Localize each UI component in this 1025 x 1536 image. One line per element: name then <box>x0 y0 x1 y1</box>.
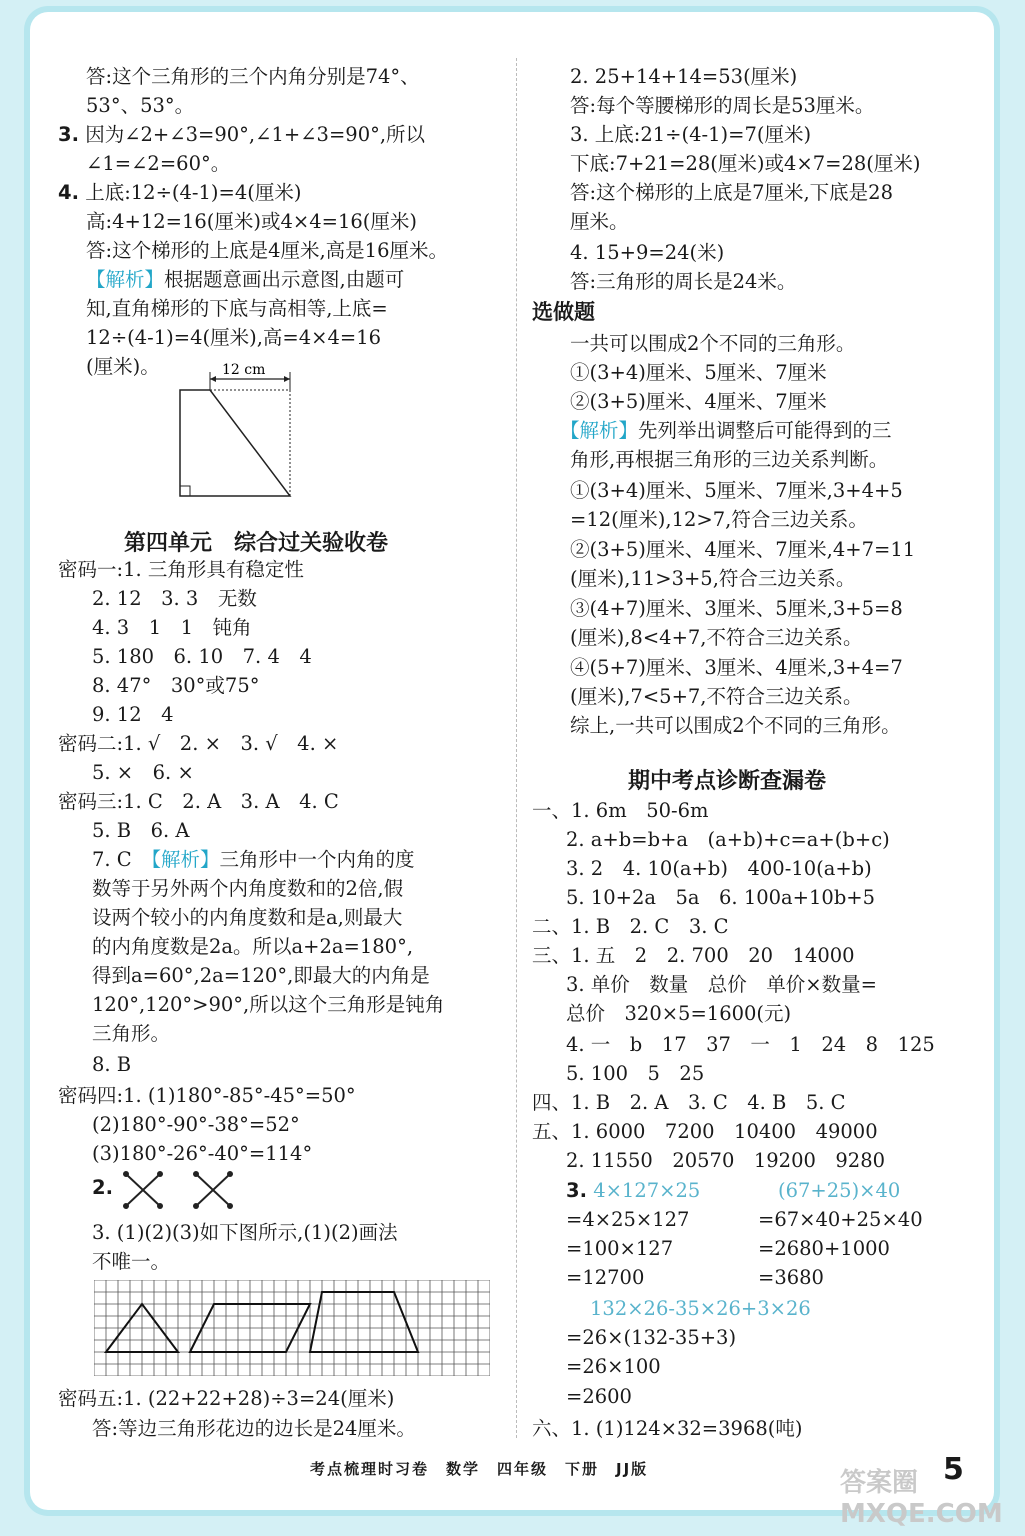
answer-line: 设两个较小的内角度数和是a,则最大 <box>92 906 403 929</box>
answer-line: 3. 2 4. 10(a+b) 400-10(a+b) <box>566 857 872 880</box>
answer-line: ②(3+5)厘米、4厘米、7厘米 <box>570 390 827 413</box>
answer-line: 3. (1)(2)(3)如下图所示,(1)(2)画法 <box>92 1221 398 1244</box>
analysis-tag: 【解析】 <box>86 268 165 291</box>
answer-line <box>58 178 302 207</box>
answer-line: 密码五:1. (22+22+28)÷3=24(厘米) <box>58 1387 395 1410</box>
answer-text: 因为∠2+∠3=90°,∠1+∠3=90°,所以 <box>85 123 426 146</box>
answer-line: 知,直角梯形的下底与高相等,上底= <box>86 297 388 320</box>
answer-line: 8. 47° 30°或75° <box>92 674 260 697</box>
answer-line: 三、1. 五 2 2. 700 20 14000 <box>532 944 855 967</box>
grid-figure <box>94 1280 490 1376</box>
answer-line: ①(3+4)厘米、5厘米、7厘米 <box>570 361 827 384</box>
item-number: 2. <box>92 1176 113 1199</box>
answer-line: 3. 单价 数量 总价 单价×数量= <box>566 973 877 996</box>
answer-line: 答:等边三角形花边的边长是24厘米。 <box>92 1417 416 1440</box>
match-dot <box>193 1171 199 1177</box>
answer-line: 一、1. 6m 50-6m <box>532 799 709 822</box>
answer-line: =12700 <box>566 1266 645 1289</box>
answer-line: =100×127 <box>566 1237 674 1260</box>
answer-line: 总价 320×5=1600(元) <box>566 1002 792 1025</box>
answer-line <box>58 120 425 149</box>
answer-line: 角形,再根据三角形的三边关系判断。 <box>570 448 889 471</box>
answer-line: 120°,120°>90°,所以这个三角形是钝角 <box>92 993 445 1016</box>
answer-line: 9. 12 4 <box>92 703 174 726</box>
answer-line: 4. 一 b 17 37 一 1 24 8 125 <box>566 1033 935 1056</box>
answer-line: 下底:7+21=28(厘米)或4×7=28(厘米) <box>570 152 921 175</box>
match-dot <box>157 1171 163 1177</box>
right-angle-mark <box>180 486 190 496</box>
drawn-trapezoid <box>310 1292 418 1352</box>
answer-line: 4. 3 1 1 钝角 <box>92 616 252 639</box>
answer-line: 三角形。 <box>92 1022 171 1045</box>
answer-line: 密码四:1. (1)180°-85°-45°=50° <box>58 1084 356 1107</box>
match-dot <box>227 1171 233 1177</box>
answer-line: 的内角度数是2a。所以a+2a=180°, <box>92 935 414 958</box>
answer-line: ∠1=∠2=60°。 <box>86 152 231 175</box>
answer-line: ②(3+5)厘米、4厘米、7厘米,4+7=11 <box>570 538 916 561</box>
answer-line: 12÷(4-1)=4(厘米),高=4×4=16 <box>86 326 382 349</box>
item-number: 3. <box>566 1179 587 1202</box>
answer-line: 5. B 6. A <box>92 819 190 842</box>
answer-text: 7. C <box>92 848 132 871</box>
grid-lines <box>94 1280 490 1376</box>
answer-line: 8. B <box>92 1053 132 1076</box>
trapezoid-shape <box>180 390 290 496</box>
arrow-left <box>210 376 216 382</box>
answer-line: =26×(132-35+3) <box>566 1326 737 1349</box>
answer-line: =2680+1000 <box>758 1237 890 1260</box>
answer-line <box>92 845 415 874</box>
page-number: 5 <box>943 1452 964 1487</box>
midterm-title: 期中考点诊断查漏卷 <box>628 769 827 794</box>
answer-line: 密码三:1. C 2. A 3. A 4. C <box>58 790 339 813</box>
answer-line: 一共可以围成2个不同的三角形。 <box>570 332 856 355</box>
watermark: 答案圈 MXQE.COM <box>840 1468 1003 1529</box>
answer-line: ①(3+4)厘米、5厘米、7厘米,3+4+5 <box>570 479 903 502</box>
item-number: 3. <box>58 123 79 146</box>
answer-line: 答:这个梯形的上底是7厘米,下底是28 <box>570 181 893 204</box>
answer-line: 2. 25+14+14=53(厘米) <box>570 65 798 88</box>
answer-line: 答:每个等腰梯形的周长是53厘米。 <box>570 94 875 117</box>
answer-line: 3. 上底:21÷(4-1)=7(厘米) <box>570 123 812 146</box>
answer-line: 5. 100 5 25 <box>566 1062 705 1085</box>
answer-line: 二、1. B 2. C 3. C <box>532 915 729 938</box>
answer-line: 答:这个梯形的上底是4厘米,高是16厘米。 <box>86 239 448 262</box>
answer-line <box>560 416 892 445</box>
answer-line: =2600 <box>566 1385 632 1408</box>
expression: (67+25)×40 <box>778 1179 901 1202</box>
answer-text: 根据题意画出示意图,由题可 <box>164 268 405 291</box>
answer-line: 高:4+12=16(厘米)或4×4=16(厘米) <box>86 210 418 233</box>
footer-caption: 考点梳理时习卷 数学 四年级 下册 JJ版 <box>310 1460 649 1478</box>
unit-title: 第四单元 综合过关验收卷 <box>124 531 389 556</box>
answer-line: (厘米)。 <box>86 355 160 378</box>
match-dot <box>123 1171 129 1177</box>
cross-matching-figure <box>118 1168 248 1212</box>
arrow-right <box>284 376 290 382</box>
dimension-label: 12 cm <box>222 362 266 378</box>
answer-line: 答:这个三角形的三个内角分别是74°、 <box>86 65 420 88</box>
answer-line: (3)180°-26°-40°=114° <box>92 1142 313 1165</box>
answer-line: 2. 11550 20570 19200 9280 <box>566 1149 886 1172</box>
answer-line: 不唯一。 <box>92 1250 171 1273</box>
analysis-tag: 【解析】 <box>151 848 220 871</box>
match-dot <box>123 1203 129 1209</box>
answer-line: 2. a+b=b+a (a+b)+c=a+(b+c) <box>566 828 890 851</box>
answer-line: (厘米),11>3+5,符合三边关系。 <box>570 567 856 590</box>
answer-text: 三角形中一个内角的度 <box>219 848 415 871</box>
answer-line: 得到a=60°,2a=120°,即最大的内角是 <box>92 964 430 987</box>
section-heading: 选做题 <box>532 300 595 324</box>
match-dot <box>227 1203 233 1209</box>
answer-line: 密码二:1. √ 2. × 3. √ 4. × <box>58 732 339 755</box>
trapezoid-figure <box>170 354 310 504</box>
item-number: 4. <box>58 181 79 204</box>
answer-line: 密码一:1. 三角形具有稳定性 <box>58 558 304 581</box>
answer-line: 5. 180 6. 10 7. 4 4 <box>92 645 312 668</box>
answer-line: 五、1. 6000 7200 10400 49000 <box>532 1120 878 1143</box>
answer-line: 53°、53°。 <box>86 94 195 117</box>
answer-line: (2)180°-90°-38°=52° <box>92 1113 300 1136</box>
analysis-tag: 【解析】 <box>560 419 639 442</box>
expression: 4×127×25 <box>593 1179 701 1202</box>
answer-line: =4×25×127 <box>566 1208 690 1231</box>
answer-text: 上底:12÷(4-1)=4(厘米) <box>85 181 302 204</box>
answer-line: ④(5+7)厘米、3厘米、4厘米,3+4=7 <box>570 656 903 679</box>
answer-line: (厘米),7<5+7,不符合三边关系。 <box>570 685 863 708</box>
answer-line: =3680 <box>758 1266 824 1289</box>
answer-line: 2. 12 3. 3 无数 <box>92 587 257 610</box>
answer-line <box>86 265 404 294</box>
answer-line: =26×100 <box>566 1355 661 1378</box>
expression: 132×26-35×26+3×26 <box>590 1297 811 1320</box>
answer-line: 答:三角形的周长是24米。 <box>570 270 797 293</box>
match-dot <box>157 1203 163 1209</box>
answer-line: 4. 15+9=24(米) <box>570 241 725 264</box>
answer-line: 5. × 6. × <box>92 761 194 784</box>
answer-line: 数等于另外两个内角度数和的2倍,假 <box>92 877 404 900</box>
answer-line: 厘米。 <box>570 210 629 233</box>
column-divider <box>516 58 517 1438</box>
answer-line: 四、1. B 2. A 3. C 4. B 5. C <box>532 1091 846 1114</box>
match-dot <box>193 1203 199 1209</box>
answer-line <box>566 1176 700 1205</box>
answer-line: (厘米),8<4+7,不符合三边关系。 <box>570 626 863 649</box>
answer-line: 六、1. (1)124×32=3968(吨) <box>532 1417 803 1440</box>
answer-line: =67×40+25×40 <box>758 1208 923 1231</box>
answer-page <box>44 48 974 1448</box>
answer-line: =12(厘米),12>7,符合三边关系。 <box>570 508 868 531</box>
answer-line: ③(4+7)厘米、3厘米、5厘米,3+5=8 <box>570 597 903 620</box>
answer-line: 5. 10+2a 5a 6. 100a+10b+5 <box>566 886 876 909</box>
answer-text: 先列举出调整后可能得到的三 <box>638 419 892 442</box>
answer-line: 综上,一共可以围成2个不同的三角形。 <box>570 714 901 737</box>
